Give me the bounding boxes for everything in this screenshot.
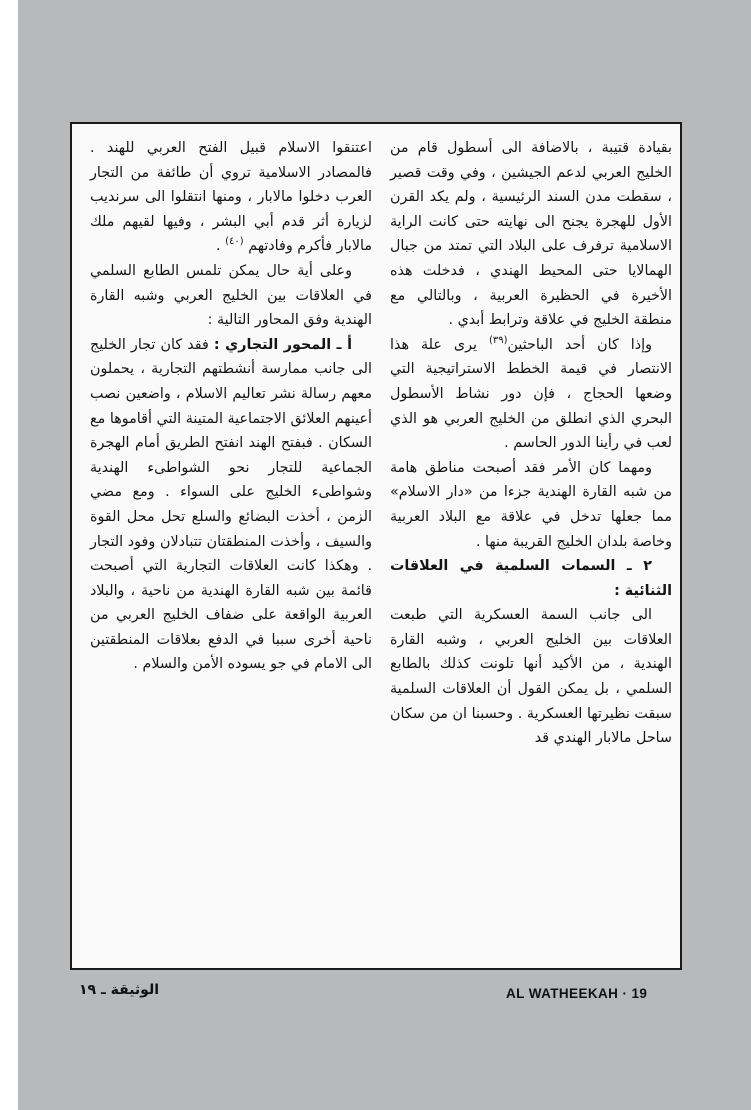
paragraph: وإذا كان أحد الباحثين$^{(٣٩)}$ يرى علة هذا الانتصار في قيمة الخطط الاستراتيجية التي وضعها الحجاج ، فإن دور نشاط الأسطول البحري الذي انطلق من الخليج العربي هو الذي لعب في رأينا الدور الحاسم . [390, 334, 672, 452]
paragraph: ومهما كان الأمر فقد أصبحت مناطق هامة من شبه القارة الهندية جزءا من «دار الاسلام» مما جعلها تدخل في علاقة مع البلاد العربية وخاصة بلدان الخليج القريبة منها . [390, 459, 672, 550]
paragraph: وعلى أية حال يمكن تلمس الطابع السلمي في العلاقات بين الخليج العربي وشبه القارة الهندية وفق المحاور التالية : [90, 262, 372, 329]
paragraph: اعتنقوا الاسلام قبيل الفتح العربي للهند . فالمصادر الاسلامية تروي أن طائفة من التجار العرب دخلوا مالابار ، ومنها انتقلوا الى سرنديب لزيارة أثر قدم أبي البشر ، وفيها لقيهم ملك مالابار فأكرم وفادتهم $^{(٤٠)}$ . [90, 140, 372, 255]
paragraph: بقيادة قتيبة ، بالاضافة الى أسطول قام من الخليج العربي لدعم الجيشين ، وفي وقت قصير ، سقطت مدن السند الرئيسية ، ولم يكد القرن الأول للهجرة يجنح الى نهايته حتى كانت الراية الاسلامية ترفرف على البلاد التي تمتد من جبال الهمالايا حتى المحيط الهندي ، فدخلت هذه الأخيرة في الحظيرة العربية ، وبالتالي مع منطقة الخليج في علاقة وترابط أبدي . [390, 140, 672, 329]
paragraph: الى جانب السمة العسكرية التي طبعت العلاقات بين الخليج العربي ، وشبه القارة الهندية ، من الأكيد أنها تلونت كذلك بالطابع السلمي ، بل يمكن القول أن العلاقات السلمية سبقت نظيرتها العسكرية . وحسبنا ان من سكان ساحل مالابار الهندي قد [390, 607, 672, 747]
footnote-ref: (٤٠) [225, 236, 244, 248]
left-text-column [90, 136, 372, 677]
footer-english-page-number: AL WATHEEKAH · 19 [506, 986, 648, 1001]
footnote-ref: (٣٩) [488, 334, 508, 346]
article-frame [70, 122, 682, 970]
section-heading: ٢ ـ السمات السلمية في العلاقات الثنائية : [390, 558, 672, 599]
right-text-column [390, 136, 672, 751]
footer-arabic-page-number: الوثيقة ـ ١٩ [79, 982, 159, 998]
paragraph: أ ـ المحور التجاري : فقد كان تجار الخليج الى جانب ممارسة أنشطتهم التجارية ، يحملون معهم رسالة نشر تعاليم الاسلام ، واضعين نصب أعينهم العلائق الاجتماعية المتينة التي أقاموها مع السكان . فبفتح الهند انفتح الطريق أمام الهجرة الجماعية للتجار نحو الشواطىء الهندية وشواطىء الخليج على السواء . ومع مضي الزمن ، أخذت البضائع والسلع تحل محل القوة والسيف ، وأخذت المنطقتان تتبادلان وفود التجار . وهكذا كانت العلاقات التجارية التي أصبحت قائمة بين شبه القارة الهندية من ناحية ، والبلاد العربية الواقعة على ضفاف الخليج العربي من ناحية أخرى سببا في الدفع بعلاقات المنطقتين الى الامام في جو يسوده الأمن والسلام . [90, 336, 372, 673]
page-margin-strip [0, 0, 18, 1110]
section-heading: أ ـ المحور التجاري : [213, 336, 352, 353]
